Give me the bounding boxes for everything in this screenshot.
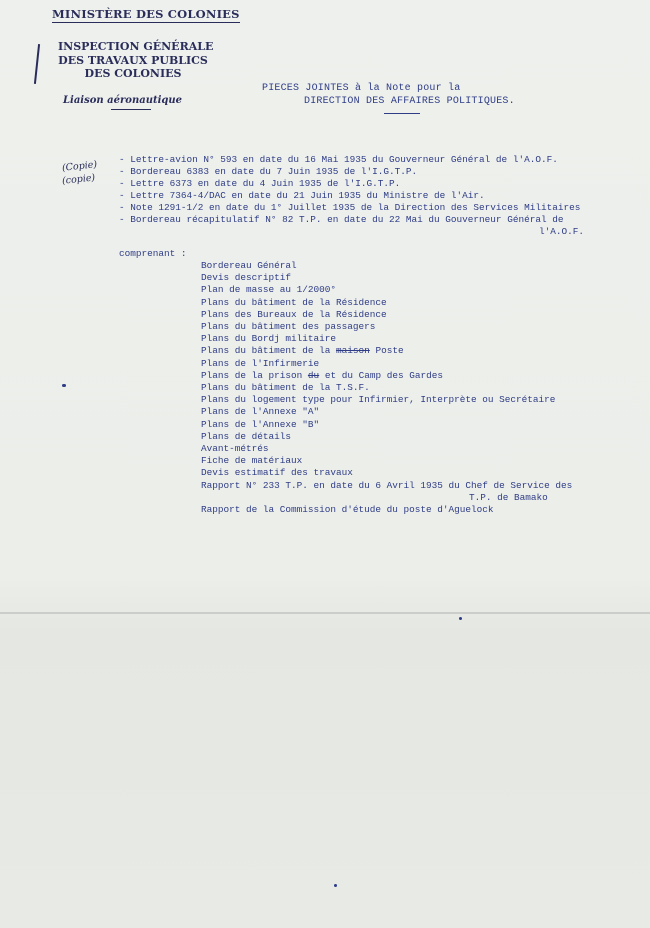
liaison-stamp: Liaison aéronautique: [63, 95, 182, 110]
reference-list: [119, 154, 649, 238]
ink-mark: [62, 384, 66, 387]
list-item: Plans de détails: [201, 430, 292, 442]
struck-word: du: [307, 369, 320, 381]
annotation-copie: (copie): [61, 172, 96, 187]
struck-word: maison: [336, 345, 370, 357]
list-item: [201, 345, 641, 357]
list-item: Plans de l'Annexe "B": [201, 418, 320, 430]
list-item: Plans du bâtiment de la Résidence: [201, 296, 387, 308]
paper-fold: [0, 612, 650, 614]
reference-item: - Lettre 6373 en date du 4 Juin 1935 de l'I.G.T.P.: [119, 178, 401, 189]
comprenant-label: comprenant :: [119, 248, 187, 259]
margin-mark: [34, 44, 40, 84]
inspection-line: DES TRAVAUX PUBLICS: [58, 53, 208, 67]
list-item: Fiche de matériaux: [201, 455, 303, 467]
list-item-text: Plans de la prison: [201, 369, 303, 381]
inspection-line: INSPECTION GÉNÉRALE: [58, 40, 214, 53]
reference-item: - Bordereau 6383 en date du 7 Juin 1935 de l'I.G.T.P.: [119, 166, 418, 177]
heading-rule: [384, 113, 420, 114]
ministere-stamp: MINISTÈRE DES COLONIES: [52, 7, 240, 21]
list-item: Devis estimatif des travaux: [201, 467, 353, 479]
handwritten-annotations: [62, 160, 97, 186]
list-item: Plans des Bureaux de la Résidence: [201, 308, 387, 320]
reference-item: - Lettre 7364-4/DAC en date du 21 Juin 1935 du Ministre de l'Air.: [119, 190, 485, 201]
ink-mark: [459, 617, 462, 620]
list-item-text: Poste: [375, 345, 404, 357]
document-heading: [262, 82, 515, 114]
inspection-line: DES COLONIES: [84, 67, 182, 80]
reference-item-continuation: l'A.O.F.: [539, 226, 585, 237]
reference-item: - Bordereau récapitulatif N° 82 T.P. en date du 22 Mai du Gouverneur Général de: [119, 214, 564, 225]
list-item: Avant-métrés: [201, 443, 269, 455]
reference-item: - Lettre-avion N° 593 en date du 16 Mai 1935 du Gouverneur Général de l'A.O.F.: [119, 154, 558, 165]
annotation-copie: (Copie): [61, 159, 98, 174]
list-item-continuation: T.P. de Bamako: [469, 491, 548, 503]
list-item: Plan de masse au 1/2000°: [201, 284, 337, 296]
list-item: Plans de l'Infirmerie: [201, 357, 320, 369]
list-item: [201, 370, 641, 382]
list-item: Rapport N° 233 T.P. en date du 6 Avril 1935 du Chef de Service des: [201, 479, 573, 491]
heading-line-1: PIECES JOINTES à la Note pour la: [262, 83, 461, 94]
list-item: Devis descriptif: [201, 272, 292, 284]
heading-line-2: DIRECTION DES AFFAIRES POLITIQUES.: [304, 96, 515, 107]
list-item: Plans du Bordj militaire: [201, 333, 337, 345]
reference-item: - Note 1291-1/2 en date du 1° Juillet 1935 de la Direction des Services Militaires: [119, 202, 581, 213]
list-item: Rapport de la Commission d'étude du poste d'Aguelock: [201, 504, 494, 516]
list-item-text: Plans du bâtiment de la: [201, 345, 331, 357]
inspection-stamp: [58, 40, 214, 81]
list-item: Plans du logement type pour Infirmier, Interprète ou Secrétaire: [201, 394, 556, 406]
list-item-text: et du Camp des Gardes: [324, 369, 443, 381]
list-item: Plans du bâtiment de la T.S.F.: [201, 382, 370, 394]
ink-mark: [334, 884, 337, 887]
list-item: Plans de l'Annexe "A": [201, 406, 320, 418]
list-item: Plans du bâtiment des passagers: [201, 321, 376, 333]
list-item: Bordereau Général: [201, 260, 297, 271]
enclosure-list: [201, 260, 641, 516]
